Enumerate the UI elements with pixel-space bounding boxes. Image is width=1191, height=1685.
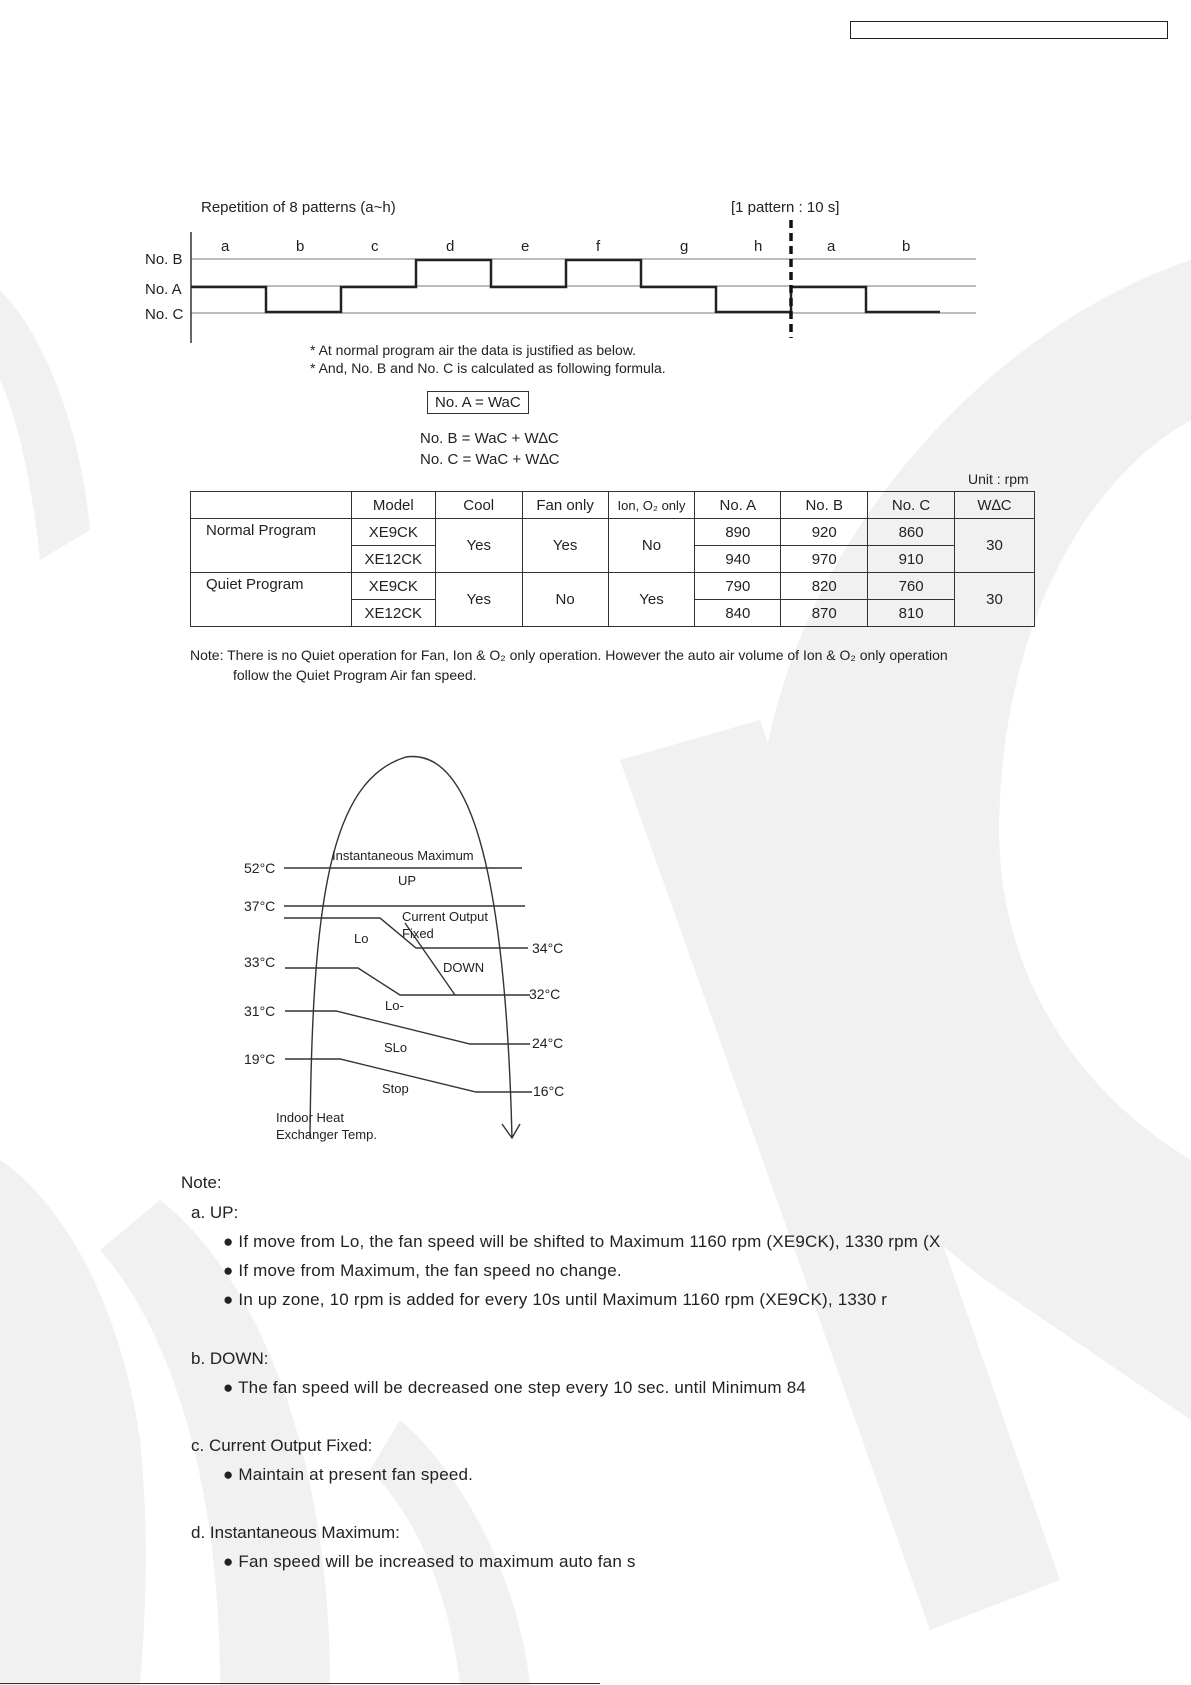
row-label-no-c: No. C bbox=[145, 306, 184, 323]
zone-lo: Lo bbox=[354, 931, 369, 946]
header-wdc: W∆C bbox=[955, 492, 1035, 519]
left-temp-37: 37°C bbox=[244, 898, 276, 914]
zone-current-output: Current Output bbox=[402, 909, 488, 924]
zone-up: UP bbox=[398, 873, 417, 888]
cell-no-a: 940 bbox=[695, 546, 781, 573]
header-ion-o2-only: Ion, O₂ only bbox=[608, 492, 695, 519]
header-cool: Cool bbox=[435, 492, 522, 519]
cell-no-b: 970 bbox=[781, 546, 868, 573]
cell-model: XE12CK bbox=[351, 600, 435, 627]
header-no-c: No. C bbox=[868, 492, 955, 519]
cell-ion-only: No bbox=[608, 519, 695, 573]
header-fan-only: Fan only bbox=[522, 492, 608, 519]
cell-model: XE9CK bbox=[351, 573, 435, 600]
left-temp-19: 19°C bbox=[244, 1051, 276, 1067]
pattern-letter-f: f bbox=[596, 238, 601, 255]
table-note-line-1: Note: There is no Quiet operation for Fan, Ion & O₂ only operation. However the auto air volume of Ion & O₂ only operation bbox=[190, 647, 948, 663]
left-temp-31: 31°C bbox=[244, 1003, 276, 1019]
pattern-letter-b: b bbox=[296, 238, 305, 255]
timing-chart-title: Repetition of 8 patterns (a~h) bbox=[201, 199, 396, 216]
pattern-duration-note: [1 pattern : 10 s] bbox=[731, 199, 840, 216]
right-temp-34: 34°C bbox=[532, 940, 564, 956]
cell-no-c: 860 bbox=[868, 519, 955, 546]
cell-model: XE12CK bbox=[351, 546, 435, 573]
zone-fixed: Fixed bbox=[402, 926, 434, 941]
cell-no-a: 790 bbox=[695, 573, 781, 600]
header-no-a: No. A bbox=[695, 492, 781, 519]
right-temp-16: 16°C bbox=[533, 1083, 565, 1099]
pattern-letter-h: h bbox=[754, 238, 763, 255]
note-a-bullet-2: ● If move from Maximum, the fan speed no change. bbox=[223, 1261, 622, 1280]
zone-lo-minus: Lo- bbox=[385, 998, 404, 1013]
cell-no-c: 810 bbox=[868, 600, 955, 627]
cell-no-a: 890 bbox=[695, 519, 781, 546]
note-c-title: c. Current Output Fixed: bbox=[191, 1436, 373, 1455]
pattern-letter-b-repeat: b bbox=[902, 238, 911, 255]
cell-no-b: 920 bbox=[781, 519, 868, 546]
formula-no-b: No. B = WaC + W∆C bbox=[420, 430, 559, 447]
note-a-bullet-1: ● If move from Lo, the fan speed will be shifted to Maximum 1160 rpm (XE9CK), 1330 rpm (X bbox=[223, 1232, 941, 1251]
timing-note-2: * And, No. B and No. C is calculated as following formula. bbox=[310, 360, 666, 376]
cell-no-a: 840 bbox=[695, 600, 781, 627]
timing-note-1: * At normal program air the data is justified as below. bbox=[310, 342, 637, 358]
note-c-bullet-1: ● Maintain at present fan speed. bbox=[223, 1465, 474, 1484]
note-a-title: a. UP: bbox=[191, 1203, 239, 1222]
cell-cool: Yes bbox=[435, 573, 522, 627]
note-d-bullet-1: ● Fan speed will be increased to maximum auto fan s bbox=[223, 1552, 636, 1571]
axis-label-line-1: Indoor Heat bbox=[276, 1110, 344, 1125]
zone-instantaneous-maximum: Instantaneous Maximum bbox=[332, 848, 474, 863]
formula-no-c: No. C = WaC + W∆C bbox=[420, 451, 560, 468]
cell-wdc: 30 bbox=[955, 573, 1035, 627]
note-b-title: b. DOWN: bbox=[191, 1349, 269, 1368]
cell-fan-only: Yes bbox=[522, 519, 608, 573]
zone-stop: Stop bbox=[382, 1081, 409, 1096]
cell-no-b: 870 bbox=[781, 600, 868, 627]
pattern-letter-c: c bbox=[371, 238, 379, 255]
zone-slo: SLo bbox=[384, 1040, 408, 1055]
left-temp-52: 52°C bbox=[244, 860, 276, 876]
cell-no-b: 820 bbox=[781, 573, 868, 600]
right-temp-24: 24°C bbox=[532, 1035, 564, 1051]
bottom-rule bbox=[0, 1683, 600, 1684]
cell-fan-only: No bbox=[522, 573, 608, 627]
note-a-bullet-3: ● In up zone, 10 rpm is added for every 10s until Maximum 1160 rpm (XE9CK), 1330 r bbox=[223, 1290, 888, 1309]
note-b-bullet-1: ● The fan speed will be decreased one step every 10 sec. until Minimum 84 bbox=[223, 1378, 807, 1397]
cell-model: XE9CK bbox=[351, 519, 435, 546]
cell-no-c: 760 bbox=[868, 573, 955, 600]
table-unit: Unit : rpm bbox=[968, 471, 1029, 487]
left-temp-33: 33°C bbox=[244, 954, 276, 970]
row-label-no-b: No. B bbox=[145, 251, 183, 268]
pattern-letter-a-repeat: a bbox=[827, 238, 836, 255]
cell-ion-only: Yes bbox=[608, 573, 695, 627]
pattern-letter-g: g bbox=[680, 238, 689, 255]
pattern-letter-d: d bbox=[446, 238, 455, 255]
cell-no-c: 910 bbox=[868, 546, 955, 573]
cell-wdc: 30 bbox=[955, 519, 1035, 573]
zone-down: DOWN bbox=[443, 960, 485, 975]
program-normal: Normal Program bbox=[191, 519, 352, 573]
note-d-title: d. Instantaneous Maximum: bbox=[191, 1523, 400, 1542]
pattern-letter-a: a bbox=[221, 238, 230, 255]
formula-no-a: No. A = WaC bbox=[427, 391, 529, 414]
header-no-b: No. B bbox=[781, 492, 868, 519]
row-label-no-a: No. A bbox=[145, 281, 182, 298]
notes-heading: Note: bbox=[181, 1173, 222, 1192]
pattern-letter-e: e bbox=[521, 238, 530, 255]
table-note-line-2: follow the Quiet Program Air fan speed. bbox=[233, 667, 477, 683]
header-model: Model bbox=[351, 492, 435, 519]
axis-label-line-2: Exchanger Temp. bbox=[276, 1127, 377, 1142]
program-quiet: Quiet Program bbox=[191, 573, 352, 627]
cell-cool: Yes bbox=[435, 519, 522, 573]
right-temp-32: 32°C bbox=[529, 986, 561, 1002]
